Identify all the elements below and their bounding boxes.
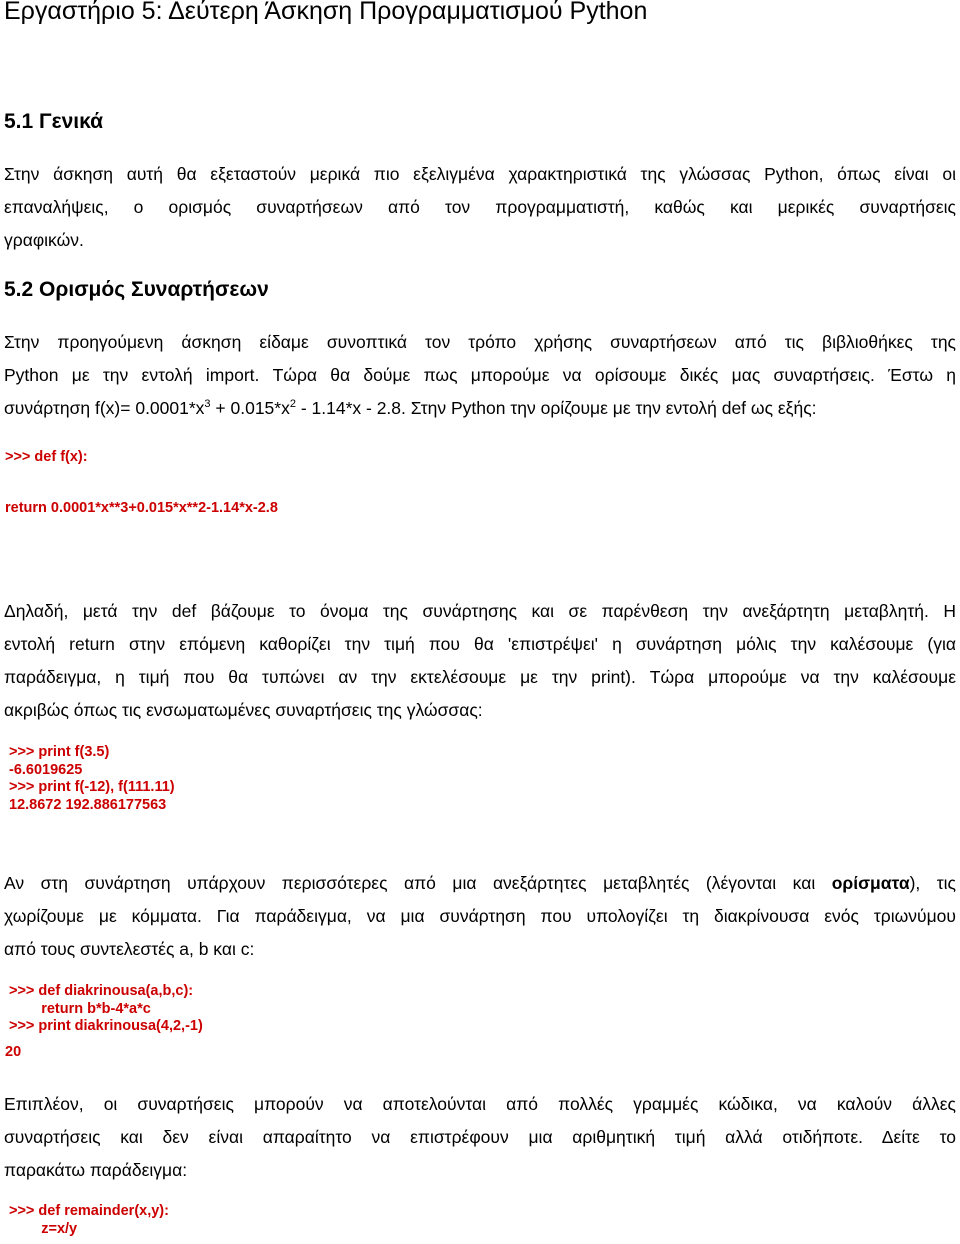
paragraph-arguments: [4, 867, 956, 966]
section-heading-general: 5.1 Γενικά: [4, 110, 104, 133]
text-line: εντολή return στην επόμενη καθορίζει την τιμή που θα 'επιστρέψει' η συνάρτηση μόλις την καλέσουμε (για: [4, 634, 956, 654]
text-line: Στην άσκηση αυτή θα εξεταστούν μερικά πιο εξελιγμένα χαρακτηριστικά της γλώσσας Python, όπως είναι οι: [4, 164, 956, 184]
text-line: από τους συντελεστές a, b και c:: [4, 939, 255, 959]
text-line: χωρίζουμε με κόμματα. Για παράδειγμα, να μια συνάρτηση που υπολογίζει τη διακρίνουσα ενός τριωνύμου: [4, 906, 956, 926]
text-line: [4, 867, 956, 900]
code-result: 20: [5, 1044, 22, 1060]
text-line: επαναλήψεις, ο ορισμός συναρτήσεων από τον προγραμματιστή, καθώς και μερικές συναρτήσεις: [4, 197, 956, 217]
code-print-f: >>> print f(3.5) -6.6019625 >>> print f(-12), f(111.11) 12.8672 192.886177563: [9, 744, 175, 813]
code-def-f: >>> def f(x):: [5, 449, 88, 465]
text-line: παρακάτω παράδειγμα:: [4, 1160, 188, 1180]
code-remainder: >>> def remainder(x,y): z=x/y: [9, 1203, 169, 1237]
formula-part: - 1.14*x - 2.8. Στην Python την ορίζουμε με την εντολή def ως εξής:: [295, 398, 817, 418]
paragraph-general: [4, 158, 956, 257]
code-return-f: return 0.0001*x**3+0.015*x**2-1.14*x-2.8: [5, 500, 278, 516]
section-heading-functions: 5.2 Ορισμός Συναρτήσεων: [4, 278, 269, 301]
text-line: Επιπλέον, οι συναρτήσεις μπορούν να αποτελούνται από πολλές γραμμές κώδικα, να καλούν άλλες: [4, 1094, 956, 1114]
text-part: ), τις: [909, 873, 956, 893]
text-line: παράδειγμα, η τιμή που θα τυπώνει αν την εκτελέσουμε με την print). Τώρα μπορούμε να την καλέσουμε: [4, 667, 956, 687]
superscript: 3: [204, 398, 211, 410]
text-part: Αν στη συνάρτηση υπάρχουν περισσότερες από μια ανεξάρτητες μεταβλητές (λέγονται και: [4, 873, 832, 893]
bold-term: ορίσματα: [831, 873, 910, 893]
paragraph-multiline: [4, 1088, 956, 1187]
text-line: ακριβώς όπως τις ενσωματωμένες συναρτήσεις της γλώσσας:: [4, 700, 483, 720]
text-line-formula: [4, 392, 956, 425]
paragraph-functions-intro: [4, 326, 956, 425]
formula-part: συνάρτηση f(x)= 0.0001*x: [4, 398, 205, 418]
text-line: γραφικών.: [4, 230, 84, 250]
document-title: Εργαστήριο 5: Δεύτερη Άσκηση Προγραμματισμού Python: [4, 0, 648, 25]
text-line: Στην προηγούμενη άσκηση είδαμε συνοπτικά τον τρόπο χρήσης συναρτήσεων από τις βιβλιοθήκες της: [4, 332, 956, 352]
text-line: Δηλαδή, μετά την def βάζουμε το όνομα της συνάρτησης και σε παρένθεση την ανεξάρτητη μεταβλητή. Η: [4, 601, 956, 621]
formula-part: + 0.015*x: [210, 398, 290, 418]
text-line: Python με την εντολή import. Τώρα θα δούμε πως μπορούμε να ορίσουμε δικές μας συναρτήσεις. Έστω η: [4, 365, 956, 385]
paragraph-def-explanation: [4, 595, 956, 727]
text-line: συναρτήσεις και δεν είναι απαραίτητο να επιστρέφουν μια αριθμητική τιμή αλλά οτιδήποτε. Δείτε το: [4, 1127, 956, 1147]
code-diakrinousa: >>> def diakrinousa(a,b,c): return b*b-4*a*c >>> print diakrinousa(4,2,-1): [9, 983, 203, 1034]
superscript: 2: [289, 398, 296, 410]
